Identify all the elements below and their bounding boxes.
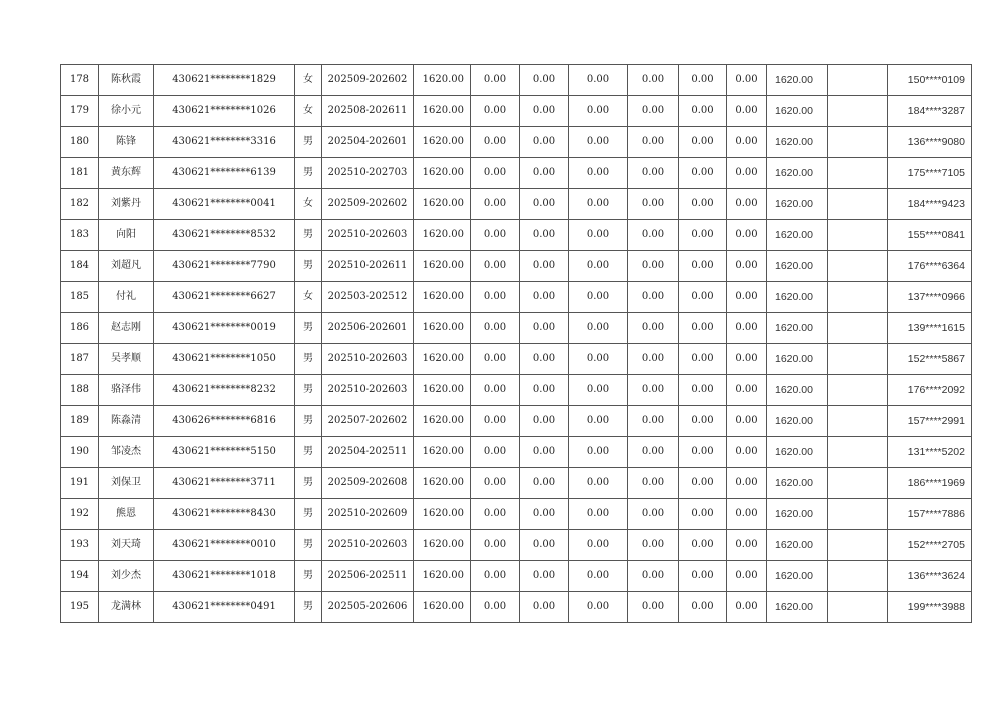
table-row: [61, 189, 972, 220]
value-cell-4: 0.00: [628, 127, 679, 158]
gender-cell: 女: [295, 282, 322, 313]
row-number-cell: 179: [61, 96, 99, 127]
table-row: [61, 65, 972, 96]
total-cell: 1620.00: [767, 344, 828, 375]
total-cell: 1620.00: [767, 499, 828, 530]
name-cell: 刘天琦: [99, 530, 154, 561]
gender-cell: 男: [295, 375, 322, 406]
value-cell-1: 0.00: [471, 313, 520, 344]
name-cell: 赵志刚: [99, 313, 154, 344]
value-cell-2: 0.00: [520, 158, 569, 189]
value-cell-1: 0.00: [471, 344, 520, 375]
note-cell: [828, 344, 888, 375]
amount-cell: 1620.00: [414, 251, 471, 282]
value-cell-5: 0.00: [679, 406, 727, 437]
name-cell: 熊恩: [99, 499, 154, 530]
value-cell-3: 0.00: [569, 220, 628, 251]
phone-cell: 157****7886: [888, 499, 972, 530]
row-number-cell: 195: [61, 592, 99, 623]
total-cell: 1620.00: [767, 437, 828, 468]
value-cell-4: 0.00: [628, 251, 679, 282]
gender-cell: 男: [295, 499, 322, 530]
value-cell-4: 0.00: [628, 313, 679, 344]
gender-cell: 女: [295, 189, 322, 220]
amount-cell: 1620.00: [414, 375, 471, 406]
value-cell-4: 0.00: [628, 375, 679, 406]
phone-cell: 131****5202: [888, 437, 972, 468]
table-row: [61, 561, 972, 592]
value-cell-2: 0.00: [520, 530, 569, 561]
row-number-cell: 181: [61, 158, 99, 189]
note-cell: [828, 499, 888, 530]
name-cell: 陈锋: [99, 127, 154, 158]
value-cell-6: 0.00: [727, 158, 767, 189]
value-cell-6: 0.00: [727, 592, 767, 623]
total-cell: 1620.00: [767, 468, 828, 499]
value-cell-4: 0.00: [628, 189, 679, 220]
row-number-cell: 178: [61, 65, 99, 96]
note-cell: [828, 406, 888, 437]
table-row: [61, 375, 972, 406]
amount-cell: 1620.00: [414, 437, 471, 468]
value-cell-2: 0.00: [520, 189, 569, 220]
total-cell: 1620.00: [767, 375, 828, 406]
value-cell-2: 0.00: [520, 592, 569, 623]
phone-cell: 150****0109: [888, 65, 972, 96]
total-cell: 1620.00: [767, 189, 828, 220]
row-number-cell: 192: [61, 499, 99, 530]
phone-cell: 186****1969: [888, 468, 972, 499]
total-cell: 1620.00: [767, 406, 828, 437]
gender-cell: 女: [295, 96, 322, 127]
id-number-cell: 430621********8232: [154, 375, 295, 406]
note-cell: [828, 468, 888, 499]
value-cell-3: 0.00: [569, 375, 628, 406]
note-cell: [828, 437, 888, 468]
value-cell-1: 0.00: [471, 530, 520, 561]
value-cell-1: 0.00: [471, 406, 520, 437]
name-cell: 陈秋霞: [99, 65, 154, 96]
gender-cell: 男: [295, 406, 322, 437]
value-cell-2: 0.00: [520, 375, 569, 406]
name-cell: 黄东辉: [99, 158, 154, 189]
value-cell-4: 0.00: [628, 220, 679, 251]
gender-cell: 男: [295, 344, 322, 375]
value-cell-6: 0.00: [727, 127, 767, 158]
row-number-cell: 186: [61, 313, 99, 344]
value-cell-2: 0.00: [520, 65, 569, 96]
id-number-cell: 430621********1018: [154, 561, 295, 592]
value-cell-6: 0.00: [727, 313, 767, 344]
name-cell: 邹凌杰: [99, 437, 154, 468]
gender-cell: 男: [295, 251, 322, 282]
total-cell: 1620.00: [767, 561, 828, 592]
name-cell: 刘保卫: [99, 468, 154, 499]
period-cell: 202504-202511: [322, 437, 414, 468]
value-cell-5: 0.00: [679, 220, 727, 251]
value-cell-1: 0.00: [471, 592, 520, 623]
amount-cell: 1620.00: [414, 499, 471, 530]
row-number-cell: 183: [61, 220, 99, 251]
value-cell-3: 0.00: [569, 313, 628, 344]
table-row: [61, 313, 972, 344]
value-cell-1: 0.00: [471, 127, 520, 158]
period-cell: 202503-202512: [322, 282, 414, 313]
phone-cell: 155****0841: [888, 220, 972, 251]
period-cell: 202510-202603: [322, 220, 414, 251]
row-number-cell: 185: [61, 282, 99, 313]
table-row: [61, 592, 972, 623]
gender-cell: 男: [295, 530, 322, 561]
value-cell-3: 0.00: [569, 437, 628, 468]
phone-cell: 199****3988: [888, 592, 972, 623]
name-cell: 刘紫丹: [99, 189, 154, 220]
value-cell-2: 0.00: [520, 96, 569, 127]
value-cell-2: 0.00: [520, 313, 569, 344]
period-cell: 202510-202603: [322, 375, 414, 406]
value-cell-5: 0.00: [679, 530, 727, 561]
value-cell-1: 0.00: [471, 499, 520, 530]
value-cell-5: 0.00: [679, 127, 727, 158]
name-cell: 吴孝顺: [99, 344, 154, 375]
value-cell-4: 0.00: [628, 96, 679, 127]
id-number-cell: 430621********1829: [154, 65, 295, 96]
value-cell-3: 0.00: [569, 592, 628, 623]
total-cell: 1620.00: [767, 220, 828, 251]
value-cell-3: 0.00: [569, 251, 628, 282]
amount-cell: 1620.00: [414, 561, 471, 592]
value-cell-2: 0.00: [520, 282, 569, 313]
amount-cell: 1620.00: [414, 65, 471, 96]
row-number-cell: 180: [61, 127, 99, 158]
gender-cell: 男: [295, 158, 322, 189]
value-cell-1: 0.00: [471, 375, 520, 406]
value-cell-2: 0.00: [520, 406, 569, 437]
value-cell-1: 0.00: [471, 96, 520, 127]
value-cell-1: 0.00: [471, 437, 520, 468]
name-cell: 骆泽伟: [99, 375, 154, 406]
note-cell: [828, 282, 888, 313]
amount-cell: 1620.00: [414, 189, 471, 220]
table-row: [61, 406, 972, 437]
id-number-cell: 430621********0491: [154, 592, 295, 623]
value-cell-1: 0.00: [471, 282, 520, 313]
value-cell-6: 0.00: [727, 251, 767, 282]
id-number-cell: 430621********6627: [154, 282, 295, 313]
value-cell-6: 0.00: [727, 437, 767, 468]
amount-cell: 1620.00: [414, 96, 471, 127]
id-number-cell: 430621********3316: [154, 127, 295, 158]
value-cell-3: 0.00: [569, 406, 628, 437]
value-cell-5: 0.00: [679, 592, 727, 623]
total-cell: 1620.00: [767, 158, 828, 189]
value-cell-6: 0.00: [727, 282, 767, 313]
amount-cell: 1620.00: [414, 344, 471, 375]
phone-cell: 139****1615: [888, 313, 972, 344]
value-cell-6: 0.00: [727, 530, 767, 561]
id-number-cell: 430621********7790: [154, 251, 295, 282]
value-cell-3: 0.00: [569, 530, 628, 561]
row-number-cell: 184: [61, 251, 99, 282]
period-cell: 202507-202602: [322, 406, 414, 437]
value-cell-2: 0.00: [520, 499, 569, 530]
value-cell-2: 0.00: [520, 127, 569, 158]
total-cell: 1620.00: [767, 65, 828, 96]
value-cell-4: 0.00: [628, 158, 679, 189]
name-cell: 龙满林: [99, 592, 154, 623]
value-cell-2: 0.00: [520, 561, 569, 592]
total-cell: 1620.00: [767, 530, 828, 561]
value-cell-6: 0.00: [727, 220, 767, 251]
value-cell-4: 0.00: [628, 530, 679, 561]
phone-cell: 184****9423: [888, 189, 972, 220]
gender-cell: 男: [295, 561, 322, 592]
value-cell-2: 0.00: [520, 437, 569, 468]
value-cell-1: 0.00: [471, 158, 520, 189]
value-cell-3: 0.00: [569, 158, 628, 189]
note-cell: [828, 220, 888, 251]
period-cell: 202505-202606: [322, 592, 414, 623]
period-cell: 202510-202603: [322, 344, 414, 375]
note-cell: [828, 189, 888, 220]
value-cell-4: 0.00: [628, 561, 679, 592]
phone-cell: 152****2705: [888, 530, 972, 561]
id-number-cell: 430621********0010: [154, 530, 295, 561]
value-cell-3: 0.00: [569, 499, 628, 530]
row-number-cell: 194: [61, 561, 99, 592]
value-cell-2: 0.00: [520, 251, 569, 282]
id-number-cell: 430621********8532: [154, 220, 295, 251]
row-number-cell: 191: [61, 468, 99, 499]
value-cell-5: 0.00: [679, 437, 727, 468]
period-cell: 202506-202511: [322, 561, 414, 592]
id-number-cell: 430621********1026: [154, 96, 295, 127]
gender-cell: 男: [295, 220, 322, 251]
value-cell-2: 0.00: [520, 468, 569, 499]
value-cell-6: 0.00: [727, 375, 767, 406]
value-cell-5: 0.00: [679, 499, 727, 530]
value-cell-5: 0.00: [679, 561, 727, 592]
row-number-cell: 190: [61, 437, 99, 468]
table-row: [61, 158, 972, 189]
total-cell: 1620.00: [767, 592, 828, 623]
gender-cell: 男: [295, 592, 322, 623]
name-cell: 刘超凡: [99, 251, 154, 282]
table-row: [61, 437, 972, 468]
phone-cell: 152****5867: [888, 344, 972, 375]
amount-cell: 1620.00: [414, 158, 471, 189]
name-cell: 向阳: [99, 220, 154, 251]
note-cell: [828, 96, 888, 127]
value-cell-4: 0.00: [628, 437, 679, 468]
value-cell-6: 0.00: [727, 468, 767, 499]
table-row: [61, 499, 972, 530]
table-row: [61, 220, 972, 251]
note-cell: [828, 65, 888, 96]
row-number-cell: 188: [61, 375, 99, 406]
value-cell-3: 0.00: [569, 127, 628, 158]
value-cell-5: 0.00: [679, 158, 727, 189]
value-cell-4: 0.00: [628, 65, 679, 96]
value-cell-3: 0.00: [569, 282, 628, 313]
note-cell: [828, 375, 888, 406]
value-cell-5: 0.00: [679, 344, 727, 375]
value-cell-4: 0.00: [628, 406, 679, 437]
value-cell-1: 0.00: [471, 220, 520, 251]
table-row: [61, 468, 972, 499]
table-row: [61, 251, 972, 282]
note-cell: [828, 158, 888, 189]
id-number-cell: 430621********0041: [154, 189, 295, 220]
amount-cell: 1620.00: [414, 127, 471, 158]
table-row: [61, 96, 972, 127]
period-cell: 202510-202703: [322, 158, 414, 189]
value-cell-4: 0.00: [628, 499, 679, 530]
period-cell: 202510-202609: [322, 499, 414, 530]
phone-cell: 175****7105: [888, 158, 972, 189]
period-cell: 202508-202611: [322, 96, 414, 127]
id-number-cell: 430621********3711: [154, 468, 295, 499]
value-cell-6: 0.00: [727, 406, 767, 437]
id-number-cell: 430626********6816: [154, 406, 295, 437]
period-cell: 202509-202608: [322, 468, 414, 499]
table-row: [61, 530, 972, 561]
period-cell: 202510-202611: [322, 251, 414, 282]
gender-cell: 男: [295, 127, 322, 158]
value-cell-3: 0.00: [569, 344, 628, 375]
value-cell-5: 0.00: [679, 96, 727, 127]
name-cell: 陈淼清: [99, 406, 154, 437]
value-cell-1: 0.00: [471, 468, 520, 499]
value-cell-3: 0.00: [569, 561, 628, 592]
id-number-cell: 430621********0019: [154, 313, 295, 344]
value-cell-1: 0.00: [471, 561, 520, 592]
amount-cell: 1620.00: [414, 406, 471, 437]
table-row: [61, 282, 972, 313]
value-cell-4: 0.00: [628, 592, 679, 623]
phone-cell: 176****6364: [888, 251, 972, 282]
total-cell: 1620.00: [767, 96, 828, 127]
value-cell-5: 0.00: [679, 313, 727, 344]
total-cell: 1620.00: [767, 127, 828, 158]
value-cell-5: 0.00: [679, 375, 727, 406]
value-cell-3: 0.00: [569, 189, 628, 220]
note-cell: [828, 592, 888, 623]
value-cell-4: 0.00: [628, 282, 679, 313]
value-cell-5: 0.00: [679, 282, 727, 313]
gender-cell: 男: [295, 437, 322, 468]
value-cell-5: 0.00: [679, 468, 727, 499]
amount-cell: 1620.00: [414, 592, 471, 623]
name-cell: 刘少杰: [99, 561, 154, 592]
phone-cell: 136****9080: [888, 127, 972, 158]
period-cell: 202510-202603: [322, 530, 414, 561]
phone-cell: 136****3624: [888, 561, 972, 592]
gender-cell: 男: [295, 313, 322, 344]
value-cell-1: 0.00: [471, 65, 520, 96]
table-row: [61, 344, 972, 375]
amount-cell: 1620.00: [414, 468, 471, 499]
value-cell-3: 0.00: [569, 65, 628, 96]
value-cell-6: 0.00: [727, 344, 767, 375]
name-cell: 付礼: [99, 282, 154, 313]
phone-cell: 176****2092: [888, 375, 972, 406]
note-cell: [828, 127, 888, 158]
value-cell-4: 0.00: [628, 344, 679, 375]
value-cell-3: 0.00: [569, 468, 628, 499]
row-number-cell: 193: [61, 530, 99, 561]
value-cell-6: 0.00: [727, 65, 767, 96]
note-cell: [828, 313, 888, 344]
row-number-cell: 182: [61, 189, 99, 220]
id-number-cell: 430621********5150: [154, 437, 295, 468]
note-cell: [828, 561, 888, 592]
phone-cell: 184****3287: [888, 96, 972, 127]
amount-cell: 1620.00: [414, 313, 471, 344]
roster-table: [60, 64, 972, 623]
phone-cell: 157****2991: [888, 406, 972, 437]
value-cell-1: 0.00: [471, 189, 520, 220]
gender-cell: 男: [295, 468, 322, 499]
period-cell: 202504-202601: [322, 127, 414, 158]
id-number-cell: 430621********1050: [154, 344, 295, 375]
value-cell-3: 0.00: [569, 96, 628, 127]
row-number-cell: 189: [61, 406, 99, 437]
gender-cell: 女: [295, 65, 322, 96]
table-row: [61, 127, 972, 158]
note-cell: [828, 251, 888, 282]
value-cell-2: 0.00: [520, 344, 569, 375]
value-cell-6: 0.00: [727, 561, 767, 592]
total-cell: 1620.00: [767, 313, 828, 344]
row-number-cell: 187: [61, 344, 99, 375]
id-number-cell: 430621********8430: [154, 499, 295, 530]
period-cell: 202509-202602: [322, 65, 414, 96]
value-cell-5: 0.00: [679, 251, 727, 282]
amount-cell: 1620.00: [414, 220, 471, 251]
value-cell-6: 0.00: [727, 96, 767, 127]
value-cell-5: 0.00: [679, 189, 727, 220]
value-cell-6: 0.00: [727, 189, 767, 220]
value-cell-1: 0.00: [471, 251, 520, 282]
value-cell-5: 0.00: [679, 65, 727, 96]
value-cell-2: 0.00: [520, 220, 569, 251]
value-cell-4: 0.00: [628, 468, 679, 499]
amount-cell: 1620.00: [414, 530, 471, 561]
id-number-cell: 430621********6139: [154, 158, 295, 189]
note-cell: [828, 530, 888, 561]
value-cell-6: 0.00: [727, 499, 767, 530]
name-cell: 徐小元: [99, 96, 154, 127]
period-cell: 202509-202602: [322, 189, 414, 220]
phone-cell: 137****0966: [888, 282, 972, 313]
total-cell: 1620.00: [767, 251, 828, 282]
period-cell: 202506-202601: [322, 313, 414, 344]
total-cell: 1620.00: [767, 282, 828, 313]
amount-cell: 1620.00: [414, 282, 471, 313]
